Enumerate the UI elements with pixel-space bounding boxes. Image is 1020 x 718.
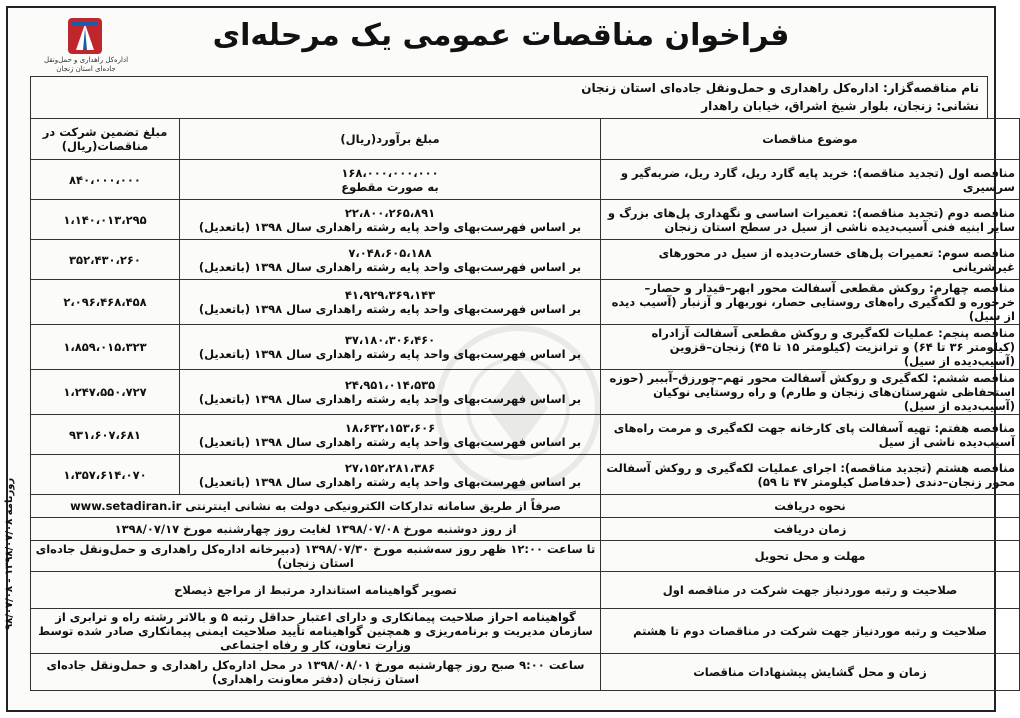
table-row [31,325,1020,370]
detail-value: از روز دوشنبه مورخ ۱۳۹۸/۰۷/۰۸ لغایت روز چهارشنبه مورخ ۱۳۹۸/۰۷/۱۷ [31,518,601,541]
tender-subject: مناقصه هشتم (تجدید مناقصه): اجرای عملیات لکه‌گیری و روکش آسفالت محور زنجان–دندی (حدفاصل کیلومتر ۴۷ تا ۵۹) [601,455,1020,495]
notice-header [8,8,994,76]
estimate-amount: ۲۲،۸۰۰،۲۶۵،۸۹۱ [344,205,436,220]
tender-subject: مناقصه چهارم: روکش مقطعی آسفالت محور ابهر–قیدار و حصار–خرخوره و لکه‌گیری راه‌های روستایی حصار، نوربهار و آزنبار (آسیب دیده از سیل) [601,280,1020,325]
estimate-amount: ۲۴،۹۵۱،۰۱۴،۵۳۵ [344,378,436,392]
table-row [31,240,1020,280]
tender-guarantee: ۸۴۰،۰۰۰،۰۰۰ [31,160,180,200]
tender-estimate [180,280,601,325]
tender-estimate [180,240,601,280]
estimate-note: بر اساس فهرست‌بهای واحد پایه رشته راهداری سال ۱۳۹۸ (باتعدیل) [198,219,582,234]
organizer-name: نام مناقصه‌گزار: اداره‌کل راهداری و حمل‌ونقل جاده‌ای استان زنجان [581,81,979,95]
estimate-note: به صورت مقطوع [341,179,439,194]
estimate-amount: ۱۸،۶۳۲،۱۵۳،۶۰۶ [344,420,436,435]
detail-row [31,495,1020,518]
tender-subject: مناقصه پنجم: عملیات لکه‌گیری و روکش مقطعی آسفالت آزادراه (کیلومتر ۳۶ تا ۶۴) و ترانزیت (کیلومتر ۱۵ تا ۴۵) زنجان–قزوین (آسیب‌دیده از سیل) [601,325,1020,370]
newspaper-date: روزنامه ۱۳۹۸/۰۷/۰۸ - ۹۸/۰۷/۰۸ [4,478,15,631]
detail-value: گواهینامه احراز صلاحیت پیمانکاری و دارای اعتبار حداقل رتبه ۵ و بالاتر رشته راه و ترابری از سازمان مدیریت و برنامه‌ریزی و همچنین گواهینامه تأیید صلاحیت ایمنی پیمانکاری صادر شده توسط وزارت تعاون، کار و رفاه اجتماعی [31,609,601,654]
tender-guarantee: ۲،۰۹۶،۴۶۸،۴۵۸ [31,280,180,325]
tender-guarantee: ۱،۱۴۰،۰۱۳،۲۹۵ [31,200,180,240]
table-header-row [31,119,1020,160]
tender-subject: مناقصه هفتم: تهیه آسفالت پای کارخانه جهت لکه‌گیری و مرمت راه‌های آسیب‌دیده ناشی از سیل [601,415,1020,455]
organizer-address: نشانی: زنجان، بلوار شیخ اشراق، خیابان راهدار [701,99,979,113]
header-guarantee: مبلغ تضمین شرکت در مناقصات(ریال) [31,119,180,160]
detail-row [31,609,1020,654]
estimate-amount: ۴۱،۹۲۹،۳۶۹،۱۴۳ [344,288,436,302]
tender-subject: مناقصه سوم: تعمیرات پل‌های خسارت‌دیده از سیل در محورهای غیرشریانی [601,240,1020,280]
organizer-info [30,76,988,118]
detail-row [31,518,1020,541]
detail-row [31,541,1020,572]
detail-label: صلاحیت و رتبه موردنیاز جهت شرکت در مناقصات دوم تا هشتم [601,609,1020,654]
detail-value: تصویر گواهینامه استاندارد مرتبط از مراجع ذیصلاح [31,572,601,609]
estimate-amount: ۳۷،۱۸۰،۳۰۶،۴۶۰ [344,333,436,347]
header-subject: موضوع مناقصات [601,119,1020,160]
detail-value: تا ساعت ۱۲:۰۰ ظهر روز سه‌شنبه مورخ ۱۳۹۸/۰۷/۳۰ (دبیرخانه اداره‌کل راهداری و حمل‌ونقل جاده‌ای استان زنجان) [31,541,601,572]
detail-label: نحوه دریافت [601,495,1020,518]
logo-caption: اداره‌کل راهداری و حمل‌ونقل جاده‌ای استان زنجان [43,56,129,73]
estimate-amount: ۷،۰۴۸،۶۰۵،۱۸۸ [348,245,432,260]
header-estimate: مبلغ برآورد(ریال) [180,119,601,160]
estimate-amount: ۱۶۸،۰۰۰،۰۰۰،۰۰۰ [341,165,439,180]
tender-guarantee: ۱،۸۵۹،۰۱۵،۳۲۳ [31,325,180,370]
tender-estimate [180,325,601,370]
table-row [31,280,1020,325]
detail-value: ساعت ۹:۰۰ صبح روز چهارشنبه مورخ ۱۳۹۸/۰۸/۰۱ در محل اداره‌کل راهداری و حمل‌ونقل جاده‌ای استان زنجان (دفتر معاونت راهداری) [31,654,601,691]
tender-estimate [180,160,601,200]
table-row [31,455,1020,495]
estimate-note: بر اساس فهرست‌بهای واحد پایه رشته راهداری سال ۱۳۹۸ (باتعدیل) [198,434,582,449]
detail-row [31,572,1020,609]
tender-guarantee: ۱،۲۴۷،۵۵۰،۷۲۷ [31,370,180,415]
estimate-note: بر اساس فهرست‌بهای واحد پایه رشته راهداری سال ۱۳۹۸ (باتعدیل) [198,259,582,274]
tender-subject: مناقصه دوم (تجدید مناقصه): تعمیرات اساسی و نگهداری پل‌های بزرگ و سایر ابنیه فنی آسیب‌دیده ناشی از سیل در سطح استان زنجان [601,200,1020,240]
detail-label: مهلت و محل تحویل [601,541,1020,572]
detail-row [31,654,1020,691]
estimate-note: بر اساس فهرست‌بهای واحد پایه رشته راهداری سال ۱۳۹۸ (باتعدیل) [198,392,582,406]
tender-guarantee: ۳۵۲،۴۳۰،۲۶۰ [31,240,180,280]
estimate-amount: ۲۷،۱۵۲،۲۸۱،۳۸۶ [344,460,436,475]
detail-value: صرفاً از طریق سامانه تدارکات الکترونیکی دولت به نشانی اینترنتی www.setadiran.ir [31,495,601,518]
tender-subject: مناقصه ششم: لکه‌گیری و روکش آسفالت محور تهم–چورزق–آبببر (حوزه استحفاظی شهرستان‌های زنجان و طارم) و راه روستایی نوکیان (آسیب‌دیده از سیل) [601,370,1020,415]
tender-guarantee: ۱،۳۵۷،۶۱۴،۰۷۰ [31,455,180,495]
tender-estimate [180,415,601,455]
tender-estimate [180,370,601,415]
table-row [31,200,1020,240]
estimate-note: بر اساس فهرست‌بهای واحد پایه رشته راهداری سال ۱۳۹۸ (باتعدیل) [198,347,582,361]
tenders-table [30,118,1020,691]
table-row [31,415,1020,455]
detail-label: زمان دریافت [601,518,1020,541]
tender-guarantee: ۹۳۱،۶۰۷،۶۸۱ [31,415,180,455]
tender-estimate [180,200,601,240]
estimate-note: بر اساس فهرست‌بهای واحد پایه رشته راهداری سال ۱۳۹۸ (باتعدیل) [198,302,582,316]
detail-label: صلاحیت و رتبه موردنیاز جهت شرکت در مناقصه اول [601,572,1020,609]
table-row [31,160,1020,200]
tender-subject: مناقصه اول (تجدید مناقصه): خرید پایه گارد ریل، گارد ریل، ضربه‌گیر و سرسیری [601,160,1020,200]
page-title: فراخوان مناقصات عمومی یک مرحله‌ای [212,18,790,53]
table-row [31,370,1020,415]
detail-label: زمان و محل گشایش پیشنهادات مناقصات [601,654,1020,691]
tender-notice [4,6,1015,712]
estimate-note: بر اساس فهرست‌بهای واحد پایه رشته راهداری سال ۱۳۹۸ (باتعدیل) [198,474,582,489]
tender-estimate [180,455,601,495]
